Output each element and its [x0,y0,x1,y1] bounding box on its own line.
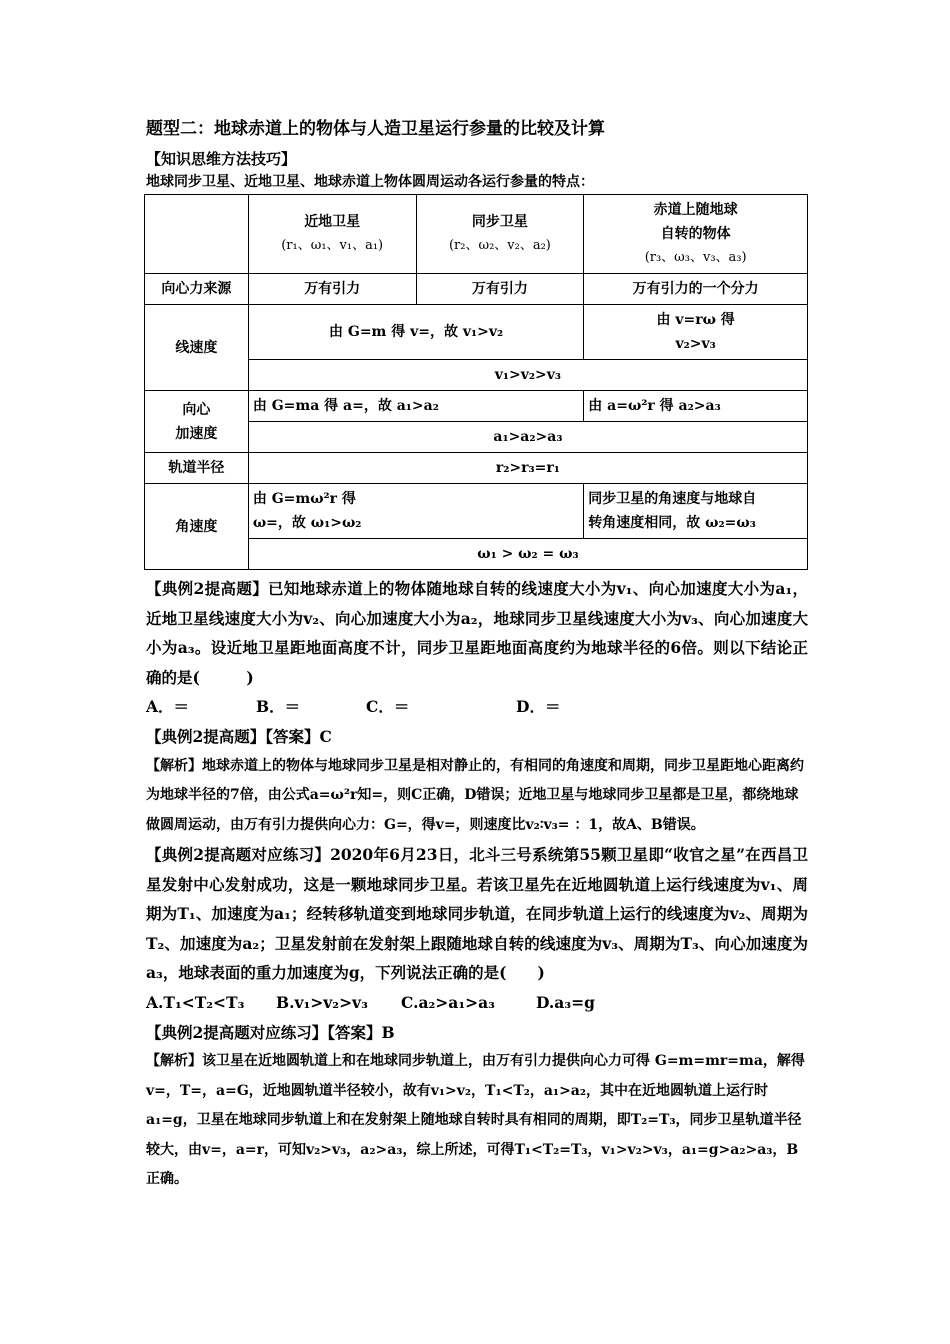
header-sync-params: (r₂、ω₂、v₂、a₂) [448,238,551,253]
example1-analysis: 【解析】地球赤道上的物体与地球同步卫星是相对静止的，有相同的角速度和周期，同步卫星距地心距离约为地球半径的7倍，由公式a=ω²r知=，则C正确，D错误；近地卫星与地球同步卫星都是卫星，都绕地球做圆周运动，由万有引力提供向心力：G=，得v=，则速度比v₂∶v₃= ：1，故A、B错误。 [146,757,804,833]
header-near-satellite [248,195,416,274]
row-label-radius: 轨道半径 [145,453,249,484]
example1-question: 【典例2提高题】已知地球赤道上的物体随地球自转的线速度大小为v₁、向心加速度大小为a₁，近地卫星线速度大小为v₂、向心加速度大小为a₂，地球同步卫星线速度大小为v₃、向心加速度大小为a₃。设近地卫星距地面高度不计，同步卫星距地面高度约为地球半径的6倍。则以下结论正确的是( ) [146,579,808,687]
row-label-angular-velocity: 角速度 [145,484,249,570]
table-row-radius [145,453,808,484]
linear-velocity-near-sync: 由 G=m 得 v=，故 v₁>v₂ [248,305,583,360]
example1-answer: 【典例2提高题】【答案】C [146,727,332,746]
header-sync-satellite [416,195,584,274]
table-corner-cell [145,195,249,274]
linear-velocity-equator [584,305,808,360]
acceleration-label-line2: 加速度 [175,425,218,442]
header-sync-label: 同步卫星 [471,214,528,230]
angular-velocity-near-sync [248,484,583,539]
table-row-acceleration [145,391,808,422]
example2-question: 【典例2提高题对应练习】2020年6月23日，北斗三号系统第55颗卫星即“收官之星”在西昌卫星发射中心发射成功，这是一颗地球同步卫星。若该卫星先在近地圆轨道上运行线速度为v₁、周期为T₁、加速度为a₁；经转移轨道变到地球同步轨道，在同步轨道上运行的线速度为v₂、周期为T₂、加速度为a₂；卫星发射前在发射架上跟随地球自转的线速度为v₃、周期为T₃、向心加速度为a₃，地球表面的重力加速度为g，下列说法正确的是( ) [146,845,808,982]
example1-option-b: B．＝ [256,697,301,716]
force-equator: 万有引力的一个分力 [584,274,808,305]
example1-option-a: A．＝ [146,697,190,716]
intro-text: 地球同步卫星、近地卫星、地球赤道上物体圆周运动各运行参量的特点： [146,174,594,190]
example1-option-d: D．＝ [516,697,561,716]
header-equator-object [584,195,808,274]
angular-velocity-equator-line2: 转角速度相同，故 ω₂=ω₃ [588,515,756,531]
example2-analysis: 【解析】该卫星在近地圆轨道上和在地球同步轨道上，由万有引力提供向心力可得 G=m=mr=ma，解得v=，T=，a=G，近地圆轨道半径较小，故有v₁>v₂，T₁<T₂，a₁>a₂，其中在近地圆轨道上运行时a₁=g，卫星在地球同步轨道上和在发射架上随地球自转时具有相同的周期，即T₂=T₃，同步卫星轨道半径较大，由v=，a=r，可知v₂>v₃，a₂>a₃，综上所述，可得T₁<T₂=T₃，v₁>v₂>v₃，a₁=g>a₂>a₃，B正确。 [146,1053,805,1187]
document-page [146,118,808,1195]
row-label-acceleration [145,391,249,453]
example2-option-b: B.v₁>v₂>v₃ [276,992,368,1012]
example1-option-c: C．＝ [366,697,410,716]
table-row-force-source [145,274,808,305]
table-row-angular-velocity [145,484,808,539]
angular-velocity-equator [584,484,808,539]
knowledge-label: 【知识思维方法技巧】 [146,150,297,168]
example1-options [146,692,808,722]
acceleration-equator: 由 a=ω²r 得 a₂>a₃ [584,391,808,422]
acceleration-summary: a₁>a₂>a₃ [248,422,807,453]
table-header-row [145,195,808,274]
example2-option-c: C.a₂>a₁>a₃ [401,992,495,1012]
acceleration-near-sync: 由 G=ma 得 a=，故 a₁>a₂ [248,391,583,422]
table-row-linear-velocity [145,305,808,360]
header-equator-line2: 自转的物体 [660,226,731,242]
comparison-table [144,194,808,570]
example2-option-a: A.T₁<T₂<T₃ [146,992,245,1012]
linear-velocity-equator-line2: v₂>v₃ [675,336,716,352]
example2-answer: 【典例2提高题对应练习】【答案】B [146,1022,395,1042]
page-title: 题型二：地球赤道上的物体与人造卫星运行参量的比较及计算 [146,119,605,139]
header-equator-params: (r₃、ω₃、v₃、a₃) [644,250,747,265]
linear-velocity-summary: v₁>v₂>v₃ [248,360,807,391]
angular-velocity-summary: ω₁ > ω₂ = ω₃ [248,539,807,570]
header-equator-line1: 赤道上随地球 [653,202,738,218]
force-near: 万有引力 [248,274,416,305]
row-label-force-source: 向心力来源 [145,274,249,305]
angular-velocity-near-sync-line1: 由 G=mω²r 得 [252,491,356,507]
example2-options [146,988,808,1018]
linear-velocity-equator-line1: 由 v=rω 得 [656,312,735,328]
example2-option-d: D.a₃=g [536,992,595,1012]
header-near-label: 近地卫星 [304,214,361,230]
acceleration-label-line1: 向心 [182,401,211,418]
angular-velocity-near-sync-line2: ω=，故 ω₁>ω₂ [252,515,362,531]
header-near-params: (r₁、ω₁、v₁、a₁) [281,238,384,253]
force-sync: 万有引力 [416,274,584,305]
angular-velocity-equator-line1: 同步卫星的角速度与地球自 [588,491,757,507]
radius-summary: r₂>r₃=r₁ [248,453,807,484]
row-label-linear-velocity: 线速度 [145,305,249,391]
